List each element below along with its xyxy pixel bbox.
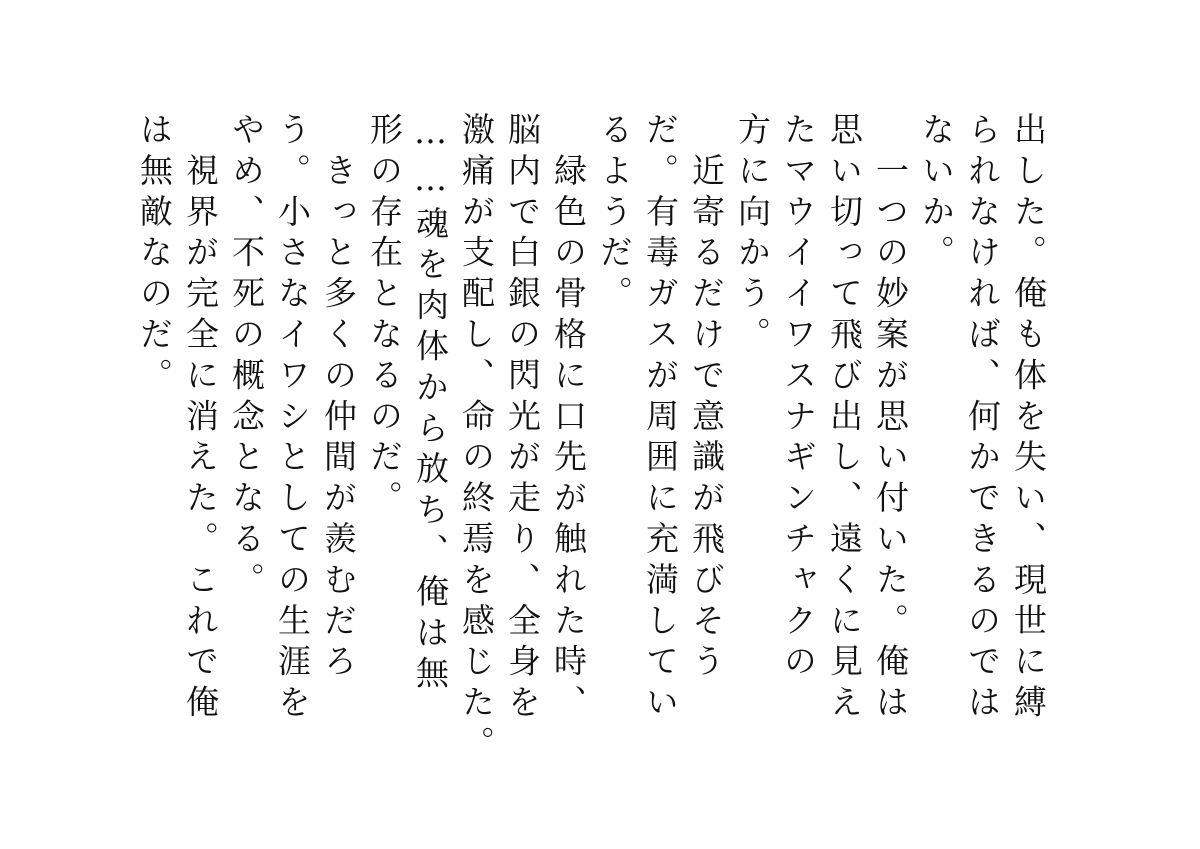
text-column: 出した。俺も体を失い、現世に縛 (1009, 112, 1048, 726)
text-column: う。小さなイワシとしての生涯を (273, 112, 312, 726)
text-column: られなければ、何かできるのでは (963, 112, 1002, 726)
text-column: やめ、不死の概念となる。 (227, 112, 266, 603)
text-column: きっと多くの仲間が羨むだろ (319, 112, 358, 685)
text-column: ないか。 (917, 112, 956, 276)
text-column: 近寄るだけで意識が飛びそう (687, 112, 726, 685)
text-column: たマウイイワスナギンチャクの (779, 112, 818, 685)
text-column: 緑色の骨格に口先が触れた時、 (549, 112, 588, 726)
text-column: は無敵なのだ。 (135, 112, 174, 399)
text-column: 形の存在となるのだ。 (365, 112, 404, 521)
text-column: だ。有毒ガスが周囲に充満してい (641, 112, 680, 726)
text-column: 一つの妙案が思い付いた。俺は (871, 112, 910, 726)
text-column: 脳内で白銀の閃光が走り、全身を (503, 112, 542, 726)
text-column: るようだ。 (595, 112, 634, 317)
text-column: 視界が完全に消えた。これで俺 (181, 112, 220, 726)
text-column: ……魂を肉体から放ち、俺は無 (411, 112, 450, 697)
text-column: 激痛が支配し、命の終焉を感じた。 (457, 112, 496, 767)
text-column: 方に向かう。 (733, 112, 772, 358)
text-column: 思い切って飛び出し、遠くに見え (825, 112, 864, 726)
